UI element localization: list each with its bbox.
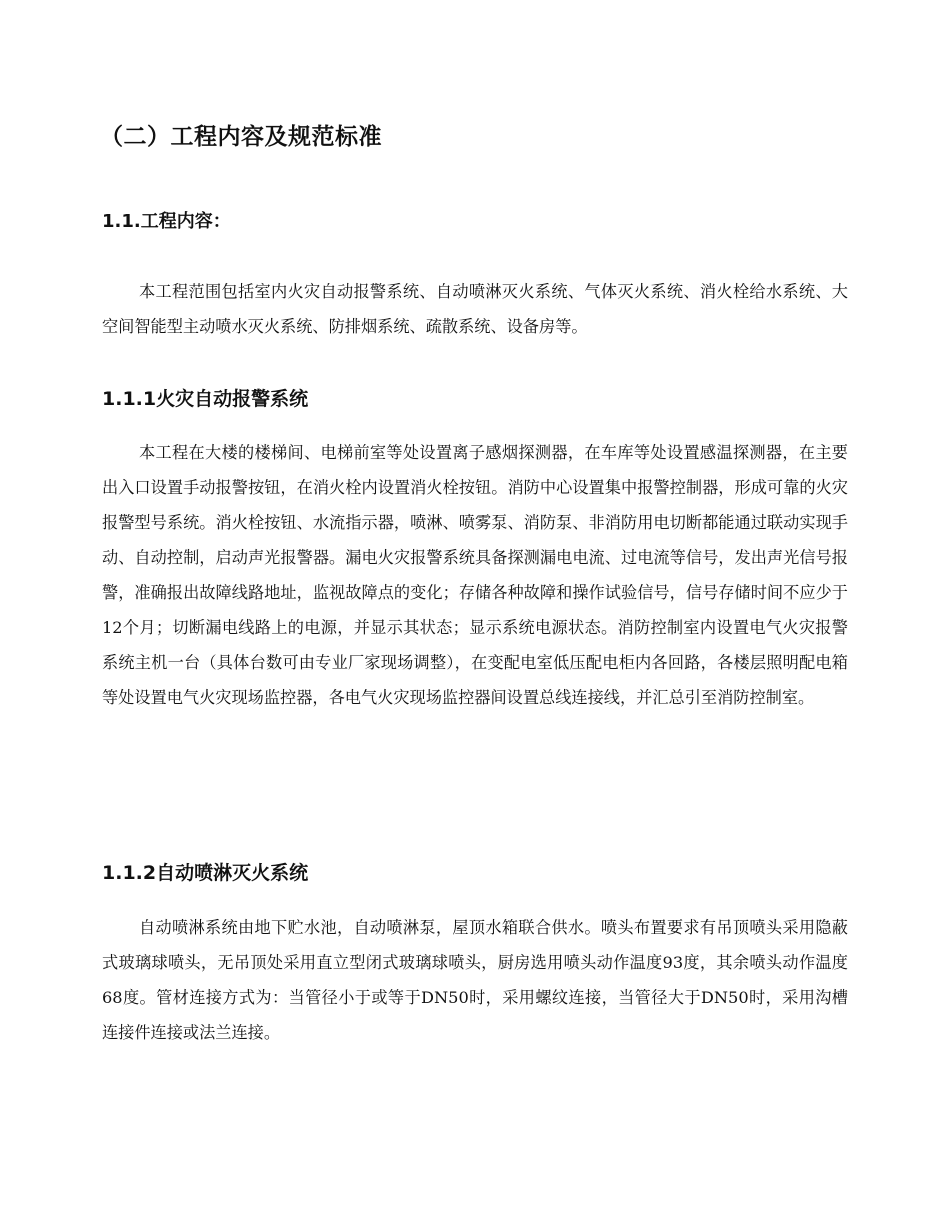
chapter-title: （二）工程内容及规范标准 [100, 124, 382, 150]
subsection-title-fire-alarm: 1.1.1火灾自动报警系统 [102, 388, 309, 410]
intro-paragraph: 本工程范围包括室内火灾自动报警系统、自动喷淋灭火系统、气体灭火系统、消火栓给水系统、大空间智能型主动喷水灭火系统、防排烟系统、疏散系统、设备房等。 [102, 282, 848, 336]
paragraph-sprinkler: 自动喷淋系统由地下贮水池，自动喷淋泵，屋顶水箱联合供水。喷头布置要求有吊顶喷头采用隐蔽式玻璃球喷头，无吊顶处采用直立型闭式玻璃球喷头，厨房选用喷头动作温度93度，其余喷头动作温度68度。管材连接方式为：当管径小于或等于DN50时，采用螺纹连接，当管径大于DN50时，采用沟槽连接件连接或法兰连接。 [102, 918, 848, 1042]
subsection-title-sprinkler: 1.1.2自动喷淋灭火系统 [102, 862, 309, 884]
section-title: 1.1.工程内容： [102, 211, 231, 232]
paragraph-fire-alarm: 本工程在大楼的楼梯间、电梯前室等处设置离子感烟探测器，在车库等处设置感温探测器，在主要出入口设置手动报警按钮，在消火栓内设置消火栓按钮。消防中心设置集中报警控制器，形成可靠的火灾报警型号系统。消火栓按钮、水流指示器，喷淋、喷雾泵、消防泵、非消防用电切断都能通过联动实现手动、自动控制，启动声光报警器。漏电火灾报警系统具备探测漏电电流、过电流等信号，发出声光信号报警，准确报出故障线路地址，监视故障点的变化；存储各种故障和操作试验信号，信号存储时间不应少于12个月；切断漏电线路上的电源，并显示其状态；显示系统电源状态。消防控制室内设置电气火灾报警系统主机一台（具体台数可由专业厂家现场调整），在变配电室低压配电柜内各回路，各楼层照明配电箱等处设置电气火灾现场监控器，各电气火灾现场监控器间设置总线连接线，并汇总引至消防控制室。 [102, 443, 848, 707]
